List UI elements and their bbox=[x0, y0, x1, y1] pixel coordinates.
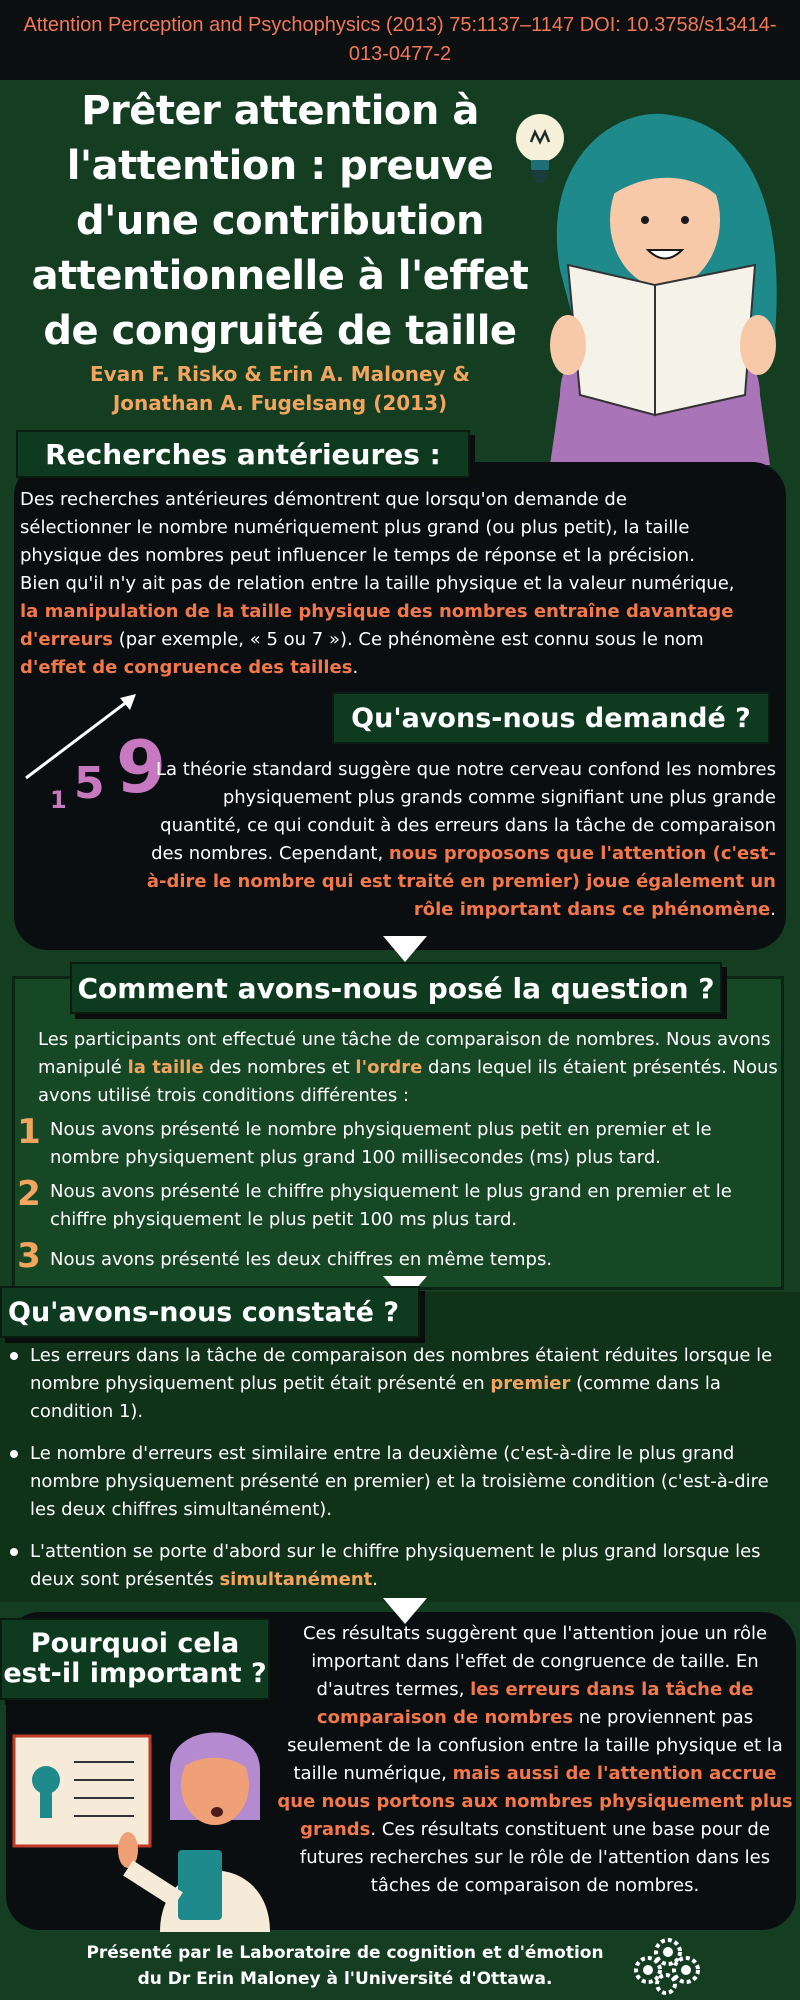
citation-bar bbox=[0, 0, 800, 80]
method-highlight: l'ordre bbox=[355, 1057, 423, 1078]
why-text bbox=[276, 1620, 794, 1900]
finding-bullet bbox=[0, 1440, 774, 1524]
why-text-part: . Ces résultats constituent une base pour de futures recherches sur le rôle de l'attention dans les tâches de comparaison de nombres. bbox=[299, 1819, 771, 1896]
condition-number: 2 bbox=[17, 1174, 41, 1214]
citation-text: Attention Perception and Psychophysics (2013) 75:1137–1147 DOI: 10.3758/s13414-013-0477-2 bbox=[23, 14, 777, 65]
why-highlight: mais aussi de l'attention accrue que nous portons aux nombres physiquement plus grands bbox=[277, 1763, 793, 1840]
method-highlight: la taille bbox=[127, 1057, 204, 1078]
method-text-part: des nombres et bbox=[203, 1057, 356, 1078]
why-highlight: les erreurs dans la tâche de comparaison de nombres bbox=[316, 1679, 754, 1728]
why-text-part: Ces résultats suggèrent que l'attention joue un rôle important dans l'effet de congruence de taille. En d'autres termes, bbox=[302, 1623, 768, 1700]
prior-text-part: Des recherches antérieures démontrent que lorsqu'on demande de sélectionner le nombre numériquement plus grand (ou plus petit), la taille physique des nombres peut influencer le temps de réponse et la précision. Bien qu'il n'y ait pas de relation entre la taille physique et la valeur numérique, bbox=[20, 489, 735, 594]
number-9: 9 bbox=[116, 725, 167, 809]
method-text-part: Les participants ont effectué une tâche de comparaison de nombres. Nous avons manipulé bbox=[38, 1029, 771, 1078]
footer-line: Présenté par le Laboratoire de cognition et d'émotion bbox=[86, 1943, 604, 1963]
bullet-dot-icon bbox=[10, 1548, 18, 1556]
condition-text: Nous avons présenté le nombre physiquement plus petit en premier et le nombre physiquement plus grand 100 millisecondes (ms) plus tard. bbox=[50, 1119, 712, 1168]
prior-text-part: . bbox=[352, 657, 359, 678]
method-text-part: dans lequel ils étaient présentés. Nous avons utilisé trois conditions différentes : bbox=[38, 1057, 778, 1106]
condition-text: Nous avons présenté les deux chiffres en même temps. bbox=[50, 1249, 553, 1270]
footer-text bbox=[60, 1940, 630, 1992]
finding-bullet bbox=[0, 1538, 774, 1594]
finding-highlight: simultanément bbox=[219, 1569, 373, 1590]
asked-text-part: . bbox=[770, 899, 776, 920]
bullet-dot-icon bbox=[10, 1352, 18, 1360]
prior-highlight: d'effet de congruence des tailles bbox=[20, 657, 353, 678]
why-heading bbox=[0, 1618, 270, 1700]
number-5: 5 bbox=[74, 758, 105, 809]
prior-research-heading: Recherches antérieures : bbox=[16, 430, 470, 478]
down-arrow-icon bbox=[383, 936, 427, 962]
finding-bullet bbox=[0, 1342, 774, 1426]
finding-text-part: . bbox=[372, 1569, 378, 1590]
page-title: Prêter attention à l'attention : preuve d'une contribution attentionnelle à l'effet de congruité de taille bbox=[31, 88, 529, 354]
method-intro bbox=[38, 1026, 778, 1110]
gears-logo-icon bbox=[628, 1932, 708, 1996]
footer-line: du Dr Erin Maloney à l'Université d'Ottawa. bbox=[137, 1969, 553, 1989]
number-1: 1 bbox=[50, 786, 67, 814]
why-heading-line: est-il important ? bbox=[3, 1658, 267, 1689]
teacher-illustration bbox=[10, 1700, 290, 1932]
condition-number: 1 bbox=[17, 1112, 41, 1152]
findings-heading: Qu'avons-nous constaté ? bbox=[0, 1286, 420, 1338]
prior-research-text bbox=[20, 486, 740, 682]
why-heading-line: Pourquoi cela bbox=[30, 1628, 240, 1659]
authors-line-2: Jonathan A. Fugelsang (2013) bbox=[112, 391, 448, 415]
prior-highlight: la manipulation de la taille physique des nombres entraîne davantage d'erreurs bbox=[20, 601, 734, 650]
method-heading: Comment avons-nous posé la question ? bbox=[70, 962, 722, 1014]
prior-text-part: (par exemple, « 5 ou 7 »). Ce phénomène est connu sous le nom bbox=[112, 629, 704, 650]
finding-text-part: L'attention se porte d'abord sur le chiffre physiquement le plus grand lorsque les deux sont présentés bbox=[30, 1541, 761, 1590]
finding-text-part: Le nombre d'erreurs est similaire entre la deuxième (c'est-à-dire le plus grand nombre physiquement présenté en premier) et la troisième condition (c'est-à-dire les deux chiffres simultanément). bbox=[30, 1443, 769, 1520]
authors-line-1: Evan F. Risko & Erin A. Maloney & bbox=[90, 362, 470, 386]
authors bbox=[60, 360, 500, 418]
finding-highlight: premier bbox=[490, 1373, 571, 1394]
reading-girl-illustration bbox=[520, 95, 800, 465]
bullet-dot-icon bbox=[10, 1450, 18, 1458]
asked-highlight: nous proposons que l'attention (c'est-à-dire le nombre qui est traité en premier) joue également un rôle important dans ce phénomène bbox=[146, 843, 776, 920]
finding-text-part: Les erreurs dans la tâche de comparaison des nombres étaient réduites lorsque le nombre physiquement plus petit était présenté en bbox=[30, 1345, 773, 1394]
condition-number: 3 bbox=[17, 1236, 41, 1276]
condition-text: Nous avons présenté le chiffre physiquement le plus grand en premier et le chiffre physiquement le plus petit 100 ms plus tard. bbox=[50, 1181, 732, 1230]
asked-text bbox=[140, 756, 776, 924]
asked-heading: Qu'avons-nous demandé ? bbox=[332, 692, 770, 744]
asked-text-part: La théorie standard suggère que notre cerveau confond les nombres physiquement plus grands comme signifiant une plus grande quantité, ce qui conduit à des erreurs dans la tâche de comparaison des nombres. Cependant, bbox=[151, 759, 776, 864]
finding-text-part: (comme dans la condition 1). bbox=[30, 1373, 721, 1422]
why-text-part: ne proviennent pas seulement de la confusion entre la taille physique et la taille numérique, bbox=[287, 1707, 783, 1784]
